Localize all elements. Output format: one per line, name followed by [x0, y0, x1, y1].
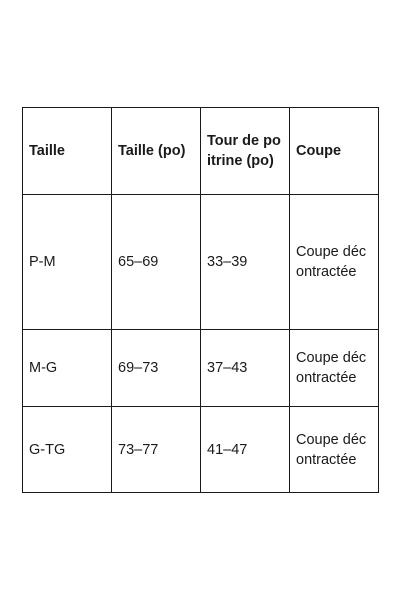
table-row: [23, 195, 379, 330]
table-body: [23, 195, 379, 493]
header-chest-inches: Tour de poitrine (po): [201, 108, 290, 195]
table-row: [23, 407, 379, 493]
size-chart-table: [22, 107, 379, 493]
header-fit: Coupe: [290, 108, 379, 195]
cell-chest: 33–39: [201, 195, 290, 330]
cell-size: P-M: [23, 195, 112, 330]
cell-chest: 37–43: [201, 330, 290, 407]
cell-height: 73–77: [112, 407, 201, 493]
header-size: Taille: [23, 108, 112, 195]
cell-size: M-G: [23, 330, 112, 407]
cell-fit: Coupe décontractée: [290, 407, 379, 493]
table-row: [23, 330, 379, 407]
cell-chest: 41–47: [201, 407, 290, 493]
header-row: [23, 108, 379, 195]
header-height-inches: Taille (po): [112, 108, 201, 195]
cell-fit: Coupe décontractée: [290, 330, 379, 407]
cell-height: 69–73: [112, 330, 201, 407]
cell-height: 65–69: [112, 195, 201, 330]
table-header: [23, 108, 379, 195]
cell-size: G-TG: [23, 407, 112, 493]
cell-fit: Coupe décontractée: [290, 195, 379, 330]
